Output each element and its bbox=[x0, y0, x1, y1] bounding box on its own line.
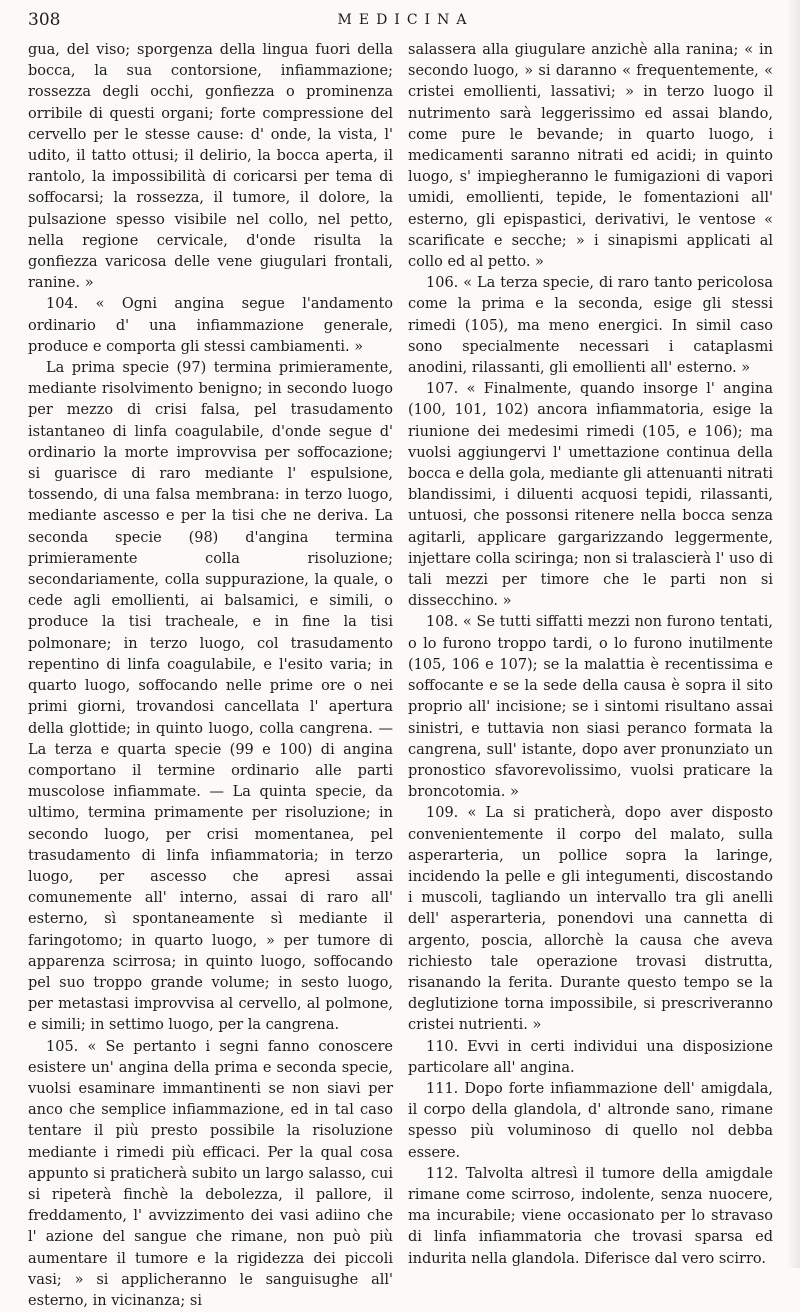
paragraph: 110. Evvi in certi individui una disposizione particolare all' angina. bbox=[408, 1038, 773, 1076]
page-gutter-shadow bbox=[786, 0, 800, 1268]
running-title: MEDICINA bbox=[337, 12, 474, 28]
text-columns bbox=[28, 40, 774, 1309]
paragraph: salassera alla giugulare anzichè alla ranina; « in secondo luogo, » si daranno « frequentemente, « cristei emollienti, lassativi; » in terzo luogo il nutrimento sarà leggerissimo ed assai blando, come pure le bevande; in quarto luogo, i medicamenti saranno nitrati ed acidi; in quinto luogo, s' impiegheranno le fumigazioni di vapori umidi, emollienti, tepide, le fomentazioni all' esterno, gli epispastici, derivativi, le ventose « scarificate e secche; » i sinapismi applicati al collo ed al petto. » bbox=[408, 42, 773, 271]
right-column bbox=[408, 40, 774, 1267]
paragraph: gua, del viso; sporgenza della lingua fuori della bocca, la sua contorsione, infiammazione; rossezza degli occhi, gonfiezza o prominenza orribile di questi organi; forte compressione del cervello per le stesse cause: d' onde, la vista, l' udito, il tatto ottusi; il delirio, la bocca aperta, il rantolo, la impossibilità di coricarsi per tema di soffocarsi; la rossezza, il tumore, il dolore, la pulsazione spesso visibile nel collo, nel petto, nella regione cervicale, d'onde risulta la gonfiezza varicosa delle vene giugulari frontali, ranine. » bbox=[28, 42, 393, 292]
page-header bbox=[28, 10, 783, 34]
paragraph: 109. « La si praticherà, dopo aver disposto convenientemente il corpo del malato, sulla asperarteria, un pollice sopra la laringe, incidendo la pelle e gli integumenti, discostando i muscoli, tagliando un intervallo tra gli anelli dell' asperarteria, ponendovi una cannetta di argento, poscia, allorchè la causa che aveva richiesto tale operazione trovasi distrutta, risanando la ferita. Durante questo tempo se la deglutizione torna impossibile, si prescriveranno cristei nutrienti. » bbox=[408, 805, 773, 1034]
page-number: 308 bbox=[28, 10, 61, 30]
paragraph: 108. « Se tutti siffatti mezzi non furono tentati, o lo furono troppo tardi, o lo furono inutilmente (105, 106 e 107); se la malattia è recentissima e soffocante e se la sede della causa è sopra il sito proprio all' incisione; se i sintomi risultano assai sinistri, e tuttavia non siasi peranco formata la cangrena, sull' istante, dopo aver pronunziato un pronostico sfavorevolissimo, vuolsi praticare la broncotomia. » bbox=[408, 614, 773, 801]
paragraph: 112. Talvolta altresì il tumore della amigdale rimane come scirroso, indolente, senza nuocere, ma incurabile; viene occasionato per lo stravaso di linfa infiammatoria che trovasi sparsa ed indurita nella glandola. Diferisce dal vero scirro. bbox=[408, 1165, 773, 1267]
paragraph: 104. « Ogni angina segue l'andamento ordinario d' una infiammazione generale, produce e comporta gli stessi cambiamenti. » bbox=[28, 296, 393, 355]
paragraph: 105. « Se pertanto i segni fanno conoscere esistere un' angina della prima e seconda specie, vuolsi esaminare immantinenti se non siavi per anco che semplice infiammazione, ed in tal caso tentare il più presto possibile la risoluzione mediante i rimedi più efficaci. Per la qual cosa appunto si praticherà subito un largo salasso, cui si ripeterà finchè la debolezza, il pallore, il freddamento, l' avvizzimento dei vasi adiino che l' azione del sangue che rimane, non può più aumentare il tumore e la rigidezza dei piccoli vasi; » si applicheranno le sanguisughe all' esterno, in vicinanza; si bbox=[28, 1038, 393, 1309]
paragraph: 111. Dopo forte infiammazione dell' amigdala, il corpo della glandola, d' altronde sano, rimane spesso più voluminoso di quello nol debba essere. bbox=[408, 1080, 773, 1161]
left-column bbox=[28, 40, 393, 1309]
paragraph: La prima specie (97) termina primieramente, mediante risolvimento benigno; in secondo luogo per mezzo di crisi falsa, pel trasudamento istantaneo di linfa coagulabile, d'onde segue d' ordinario la morte improvvisa per soffocazione; si guarisce di raro mediante l' espulsione, tossendo, di una falsa membrana: in terzo luogo, mediante ascesso e per la tisi che ne deriva. La seconda specie (98) d'angina termina primieramente colla risoluzione; secondariamente, colla suppurazione, la quale, o cede agli emollienti, ai balsamici, e simili, o produce la tisi tracheale, e in fine la tisi polmonare; in terzo luogo, col trasudamento repentino di linfa coagulabile, e l'esito varia; in quarto luogo, soffocando nelle prime ore o nei primi giorni, trovandosi cancellata l' apertura della glottide; in quinto luogo, colla cangrena. — La terza e quarta specie (99 e 100) di angina comportano il termine ordinario alle parti muscolose infiammate. — La quinta specie, da ultimo, termina primamente per risoluzione; in secondo luogo, per crisi momentanea, pel trasudamento di linfa infiammatoria; in terzo luogo, per ascesso che apresi assai comunemente all' interno, assai di raro all' esterno, sì spontaneamente sì mediante il faringotomo; in quarto luogo, » per tumore di apparenza scirrosa; in quinto luogo, soffocando pel suo troppo grande volume; in sesto luogo, per metastasi improvvisa al cervello, al polmone, e simili; in settimo luogo, per la cangrena. bbox=[28, 360, 393, 1034]
paragraph: 106. « La terza specie, di raro tanto pericolosa come la prima e la seconda, esige gli stessi rimedi (105), ma meno energici. In simil caso sono specialmente necessari i cataplasmi anodini, rilassanti, gli emollienti all' esterno. » bbox=[408, 275, 773, 377]
paragraph: 107. « Finalmente, quando insorge l' angina (100, 101, 102) ancora infiammatoria, esige la riunione dei medesimi rimedi (105, e 106); ma vuolsi aggiungervi l' umettazione continua della bocca e della gola, mediante gli attenuanti nitrati blandissimi, i diluenti acquosi tepidi, rilassanti, untuosi, che possonsi ritenere nella bocca senza agitarli, applicare gargarizzando leggermente, injettare colla sciringa; non si tralascierà l' uso di tali mezzi per timore che le parti non si dissecchino. » bbox=[408, 381, 774, 610]
